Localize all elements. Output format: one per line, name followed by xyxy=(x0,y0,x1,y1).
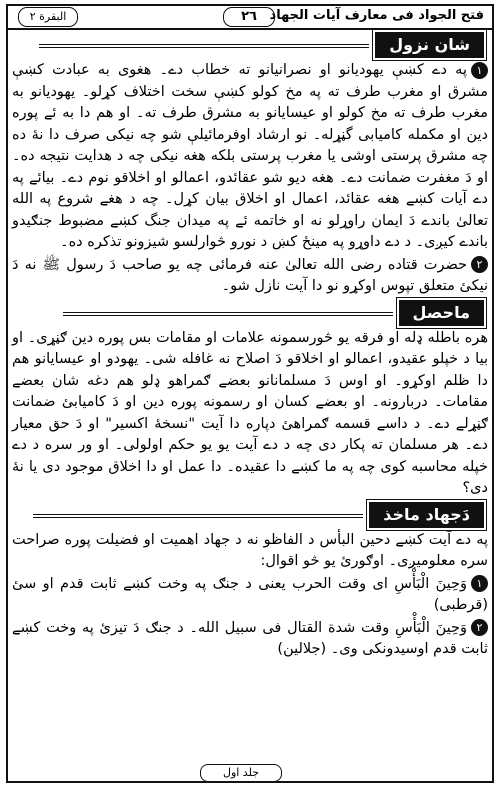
paragraph-text: په دے کښې یهودیانو او نصرانیانو ته خطاب دے۔ هغوی به عبادت کښې مشرق او مغرب طرف ته په مخ کولو کښې سخت اختلاف کړلو۔ یهودیانو به مغرب طرف ته مخ کولو او عیسایانو به مشرق طرف ته۔ او هم دا به ئے پوره دین او مکمله کامیابی گڼړله۔ نو ارشاد اوفرمائیلې شو چه نیکی صرف دا نۀ ده چه مشرق پرستی اوشی یا مغرب پرستی بلکه هغه نیکی چه د هدایت نتیجه ده۔ او دَ مغفرت ضمانت دے۔ هغه دیو شو عقائدو، اعمالو او اخلاقو نوم دے۔ بیائے په دے آیات کښے هغه عقائد، اعمال او اخلاق بیان کړل۔ چه د هغے شروع په الله تعالیٰ باندے دَ ایمان راوړلو نه او خاتمه ئے په میدان جنگ کښے مضبوط جنګیدو باندے کیږی۔ د دے داوړو په مینځ کښ د نورو څوارلسو شیزونو تذکره ده۔ xyxy=(12,62,488,250)
section-title: دَجهاد ماخذ xyxy=(369,502,484,528)
number-badge: ٢ xyxy=(471,256,488,273)
section-shan-nuzool xyxy=(12,32,488,58)
number-badge: ١ xyxy=(471,62,488,79)
paragraph-text: په دے آیت کښے دحین البأس د الفاظو نه د جهاد اهمیت او فضیلت پوره صراحت سره معلومیږی۔ اوګوریٔ یو څو اقوال: xyxy=(12,531,488,569)
paragraph-2 xyxy=(12,255,488,298)
volume-label: جلد اول xyxy=(200,764,282,782)
paragraph-text: وَحِينَ الْبَأْسِ وقت شدة القتال فی سبیل الله۔ د جنګ دَ تیزیٔ په وخت کښے ثابت قدم اوسیدونکی وی۔ (جلالین) xyxy=(12,619,488,657)
paragraph-3 xyxy=(12,328,488,500)
page-number: ٢٦ xyxy=(223,7,275,27)
paragraph-5 xyxy=(12,574,488,617)
paragraph-text: وَحِينَ الْبَأْسِ ای وقت الحرب یعنی د جنګ په وخت کښے ثابت قدم او سیٔ (قرطبی) xyxy=(12,575,488,613)
paragraph-6 xyxy=(12,618,488,661)
paragraph-text: حضرت قتاده رضی الله تعالیٰ عنه فرمائی چه یو صاحب دَ رسول ﷺ نه دَ نیکیٔ متعلق تپوس اوکړو نو دا آیت نازل شو۔ xyxy=(12,256,488,294)
book-title: فتح الجواد فی معارف آیات الجهاد xyxy=(269,8,484,23)
number-badge: ٢ xyxy=(471,619,488,636)
paragraph-1 xyxy=(12,60,488,254)
page-header xyxy=(8,6,492,30)
section-mahasil xyxy=(12,300,488,326)
section-rule xyxy=(33,514,363,518)
surah-label: البقرة ٢ xyxy=(18,7,78,27)
page-content xyxy=(12,30,488,662)
paragraph-4 xyxy=(12,530,488,573)
section-rule xyxy=(39,44,369,48)
section-rule xyxy=(63,312,393,316)
section-title: ماحصل xyxy=(399,300,485,326)
section-jihad-makhaz xyxy=(12,502,488,528)
section-title: شان نزول xyxy=(375,32,484,58)
paragraph-text: هره باطله ډله او فرقه یو څورسمونه علامات او مقامات بس پوره دین ګڼړی۔ او بیا د خپلو عقیدو، اعمالو او اخلاقو دَ اصلاح نه غافله شی۔ یهودو او عیسایانو هم دا ظلم اوکړو۔ او اوس دَ مسلمانانو بعضے ګمراهو ډلو هم دغه شان بعضے مقامات۔ دربارونه۔ او بعضے کسان او رسمونه پوره دین او دَ کامیابیٔ ضمانت ګڼړلے دے۔ د داسے قسمه ګمراهیٔ دپاره دا آیت "نسخهٔ اکسیر" او دَ حق معیار دے۔ هر مسلمان ته پکار دی چه د دے آیت یو یو حکم اولولی۔ او ور سره د دے خپله محاسبه کوی چه په ما کښے دا عقیده۔ دا عمل او دا اخلاق موجود دی یا نۀ دی؟ xyxy=(12,329,488,496)
number-badge: ١ xyxy=(471,575,488,592)
